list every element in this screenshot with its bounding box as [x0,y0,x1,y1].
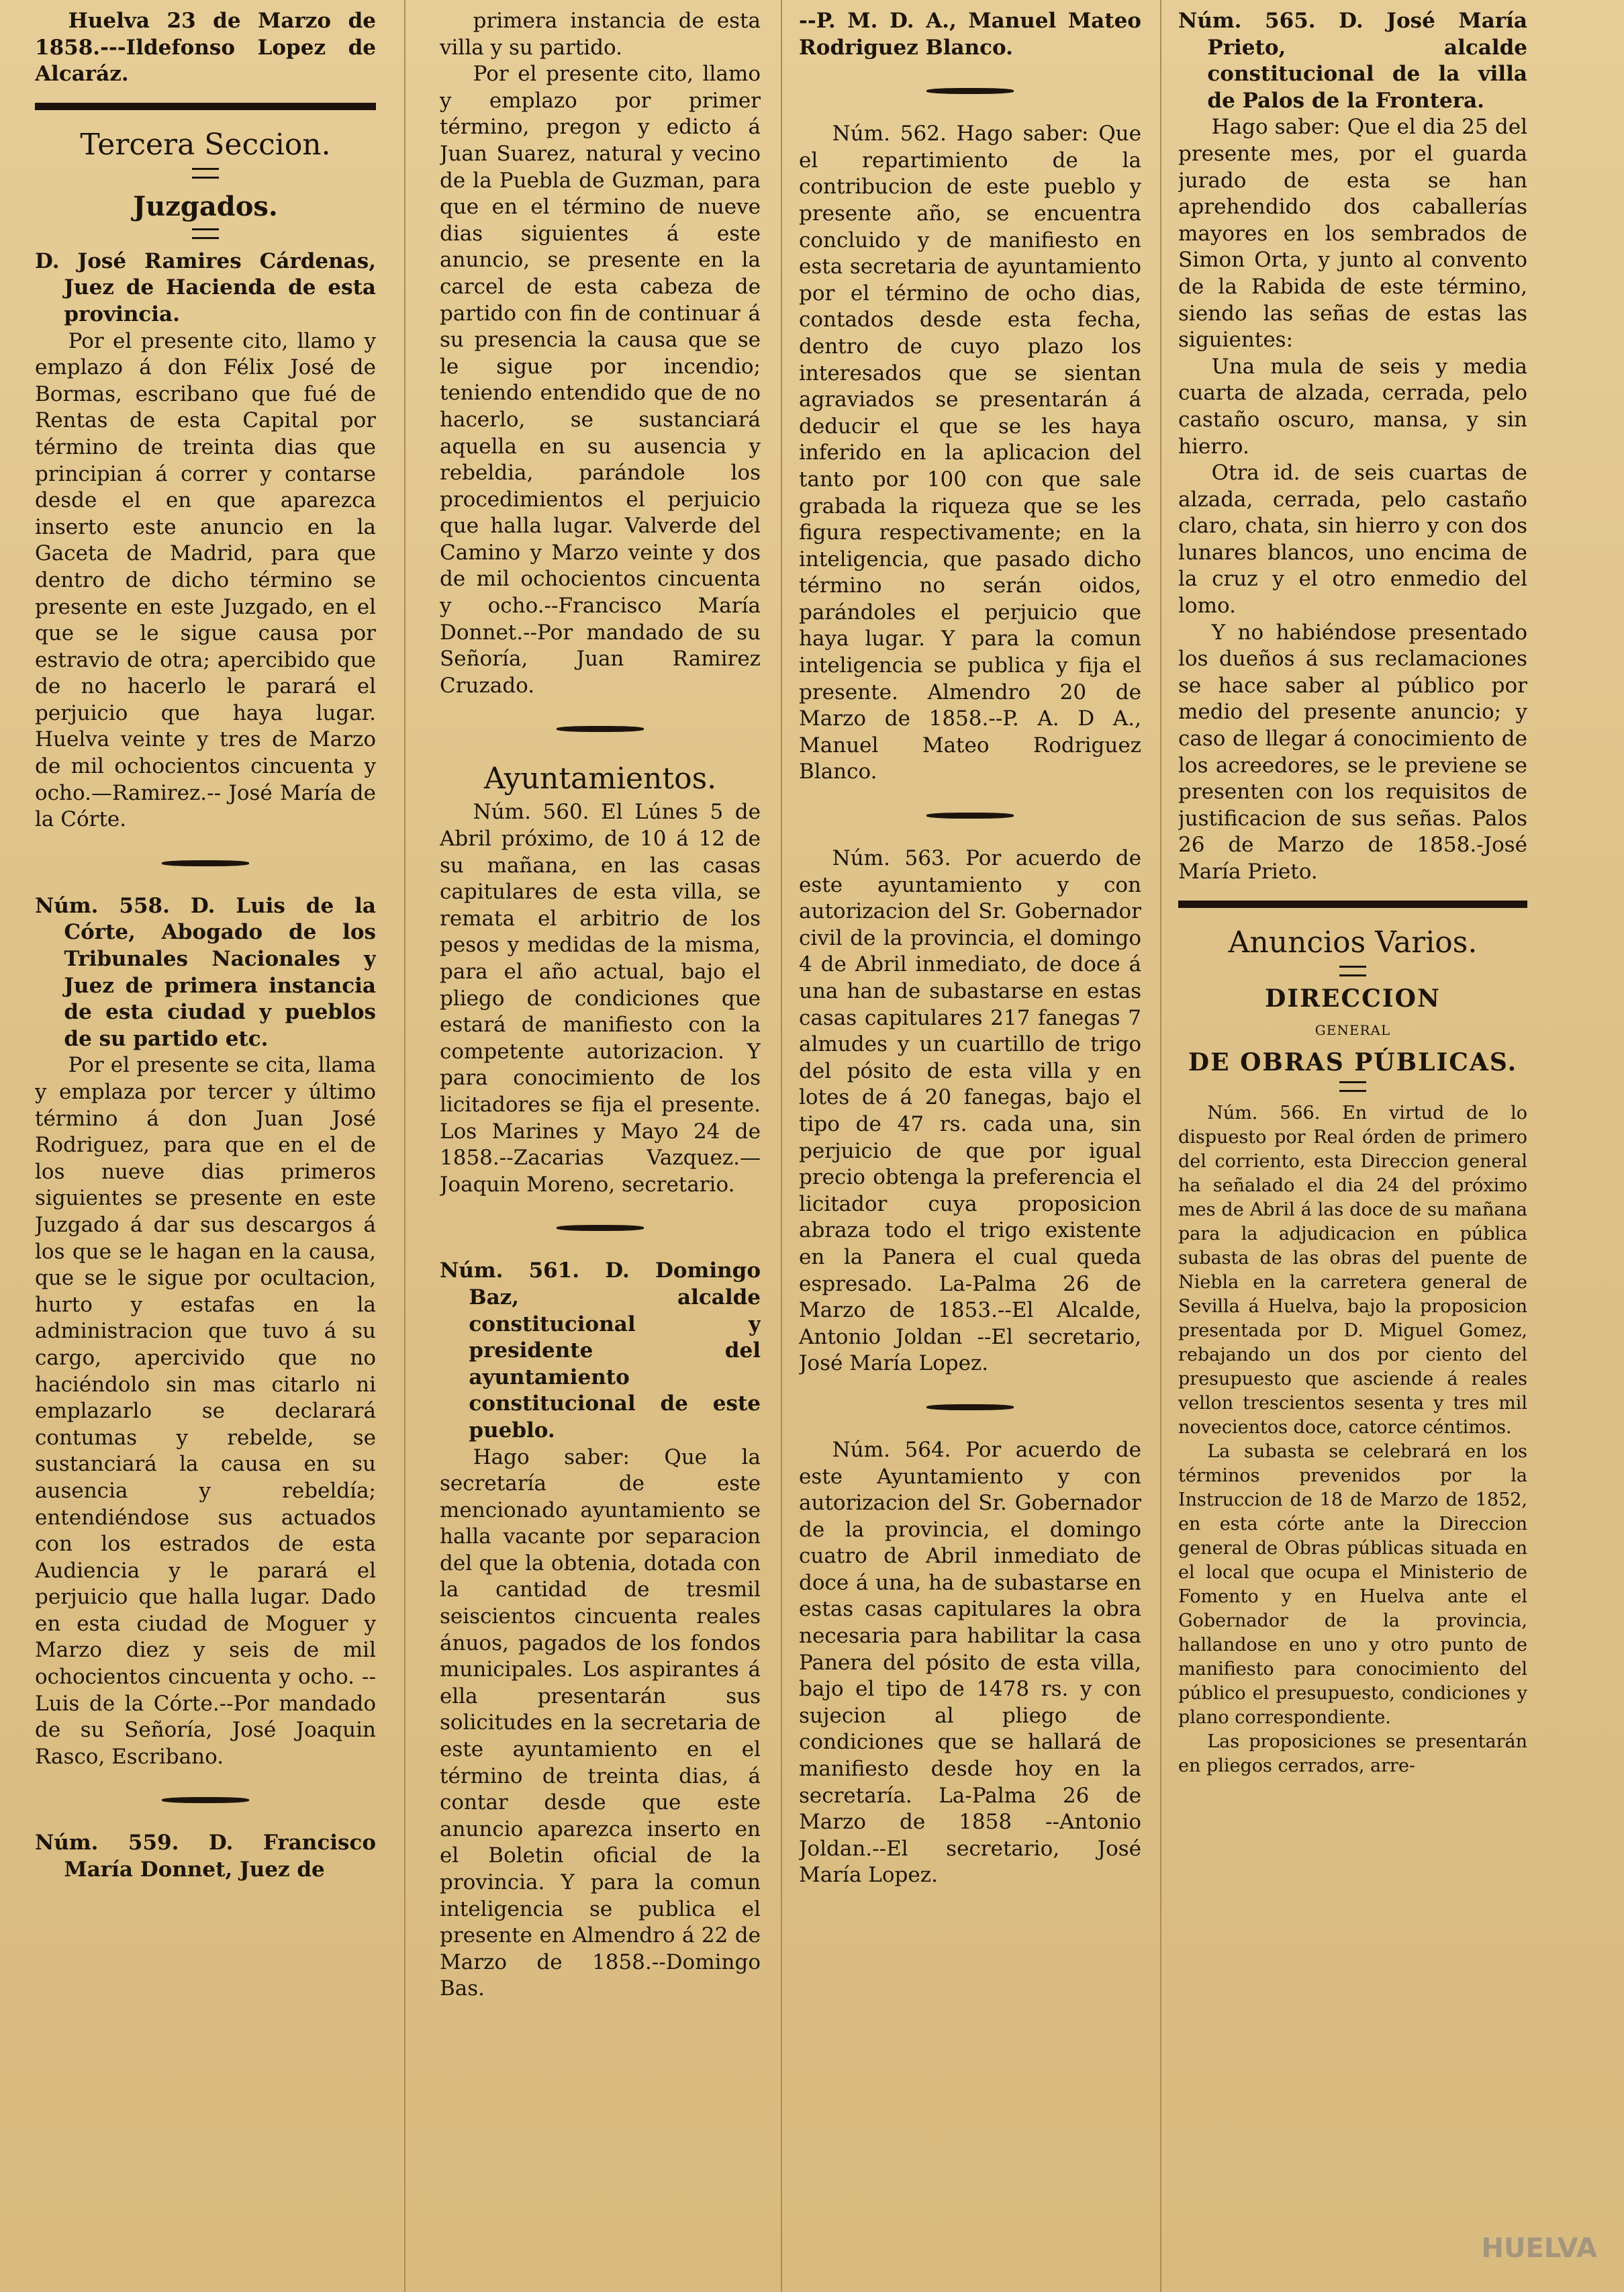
section-rule [35,103,376,110]
section-title: Tercera Seccion. [80,127,331,162]
ornament-divider [926,88,1014,94]
notice-heading: Núm. 559. D. Francisco María Donnet, Juez de [35,1831,376,1882]
notice-body: La subasta se celebrará en los términos prevenidos por la Instruccion de 18 de Marzo de 1852, en esta córte ante la Direccion general de Obras públicas situada en el local que ocupa el Ministerio de Fomento y en Huelva ante el Gobernador de la provincia, hallandose en uno y otro punto de manifiesto para conocimiento del público el presupuesto, condiciones y plano correspondiente. [1178,1441,1527,1729]
ornament-divider [162,860,249,866]
direction-title: DE OBRAS PÚBLICAS. [1188,1048,1518,1076]
column-2 [440,8,761,2285]
notice-heading: D. José Ramires Cárdenas, Juez de Hacienda de esta provincia. [35,248,376,326]
notice-body: Y no habiéndose presentado los dueños á sus reclamaciones se hace saber al público por medio del presente anuncio; y caso de llegar á conocimiento de los acreedores, se le previene se presenten con los requisitos de justificacion de sus señas. Palos 26 de Marzo de 1858.-José María Prieto. [1178,620,1527,884]
divider [192,228,219,239]
notice-body: Hago saber: Que la secretaría de este mencionado ayuntamiento se halla vacante por separacion del que la obtenia, dotada con la cantidad de tresmil seiscientos cincuenta reales ánuos, pagados de los fondos municipales. Los aspirantes á ella presentarán sus solicitudes en la secretaria de este ayuntamiento en el término de treinta dias, á contar desde que este anuncio aparezca inserto en el Boletin oficial de la provincia. Y para la comun inteligencia se publica el presente en Almendro á 22 de Marzo de 1858.--Domingo Bas. [440,1445,761,2001]
notice-heading: Núm. 558. D. Luis de la Córte, Abogado de los Tribunales Nacionales y Juez de primera instancia de esta ciudad y pueblos de su partido etc. [35,893,376,1051]
section-title: Anuncios Varios. [1228,925,1478,960]
divider [192,168,219,179]
ornament-divider [926,1404,1014,1410]
notice-body: Las proposiciones se presentarán en pliegos cerrados, arre- [1178,1731,1527,1777]
notice-body: Por el presente cito, llamo y emplazo á don Félix José de Bormas, escribano que fué de Rentas de esta Capital por término de treinta dias que principian á correr y contarse desde el en que aparezca inserto este anuncio en la Gaceta de Madrid, para que dentro de dicho término se presente en este Juzgado, en el que se le sigue causa por estravio de otra; apercibido que de no hacerlo le parará el perjuicio que haya lugar. Huelva veinte y tres de Marzo de mil ochocientos cincuenta y ocho.—Ramirez.-- José María de la Córte. [35,328,376,832]
ornament-divider [557,1225,644,1231]
ornament-divider [557,726,644,732]
notice-body: Núm. 564. Por acuerdo de este Ayuntamiento y con autorizacion del Sr. Gobernador de la provincia, el domingo cuatro de Abril inmediato de doce á una, ha de subastarse en estas casas capitulares la obra necesaria para habilitar la casa Panera del pósito de esta villa, bajo el tipo de 1478 rs. y con sujecion al pliego de condiciones que se hallará de manifiesto desde hoy en la secretaría. La-Palma 26 de Marzo de 1858 --Antonio Joldan.--El secretario, José María Lopez. [799,1437,1141,1888]
signature-line: Huelva 23 de Marzo de 1858.---Ildefonso Lopez de Alcaráz. [35,9,376,87]
section-rule [1178,901,1527,908]
notice-body: Por el presente cito, llamo y emplazo por primer término, pregon y edicto á Juan Suarez, natural y vecino de la Puebla de Guzman, para que en el término de nueve dias siguientes á este anuncio, se presente en la carcel de esta cabeza de partido con fin de continuar á su presencia la causa que se le sigue por incendio; teniendo entendido que de no hacerlo, se sustanciará aquella en su ausencia y rebeldia, parándole los procedimientos el perjuicio que halla lugar. Valverde del Camino y Marzo veinte y dos de mil ochocientos cincuenta y ocho.--Francisco María Donnet.--Por mandado de su Señoría, Juan Ramirez Cruzado. [440,62,761,698]
ornament-divider [162,1797,249,1803]
signature-line: --P. M. D. A., Manuel Mateo Rodriguez Blanco. [799,9,1141,60]
column-3 [799,8,1141,2285]
notice-heading: Núm. 561. D. Domingo Baz, alcalde constitucional y presidente del ayuntamiento constitucional de este pueblo. [440,1258,761,1442]
subsection-title: Juzgados. [133,190,278,222]
column-4 [1178,8,1527,2285]
divider [1339,1081,1366,1092]
notice-body: Núm. 566. En virtud de lo dispuesto por Real órden de primero del corriento, esta Direccion general ha señalado el dia 24 del próximo mes de Abril á las doce de su mañana para la adjudicacion en pública subasta de las obras del puente de Niebla en la carretera general de Sevilla á Huelva, bajo la proposicion presentada por D. Miguel Gomez, rebajando un dos por ciento del presupuesto que asciende á reales vellon trescientos sesenta y tres mil novecientos doce, catorce céntimos. [1178,1103,1527,1438]
column-separator [781,0,782,2292]
notice-continuation: primera instancia de esta villa y su partido. [440,9,761,60]
notice-body: Una mula de seis y media cuarta de alzada, cerrada, pelo castaño oscuro, mansa, y sin hierro. [1178,354,1527,459]
ornament-divider [926,813,1014,819]
archive-stamp: HUELVA [1481,2233,1597,2264]
notice-body: Núm. 563. Por acuerdo de este ayuntamiento y con autorizacion del Sr. Gobernador civil de la provincia, el domingo 4 de Abril inmediato, de doce á una han de subastarse en estas casas capitulares 217 fanegas 7 almudes y un cuartillo de trigo del pósito de esta villa y en lotes de á 20 fanegas, bajo el tipo de 47 rs. cada una, sin perjuicio de que por igual precio obtenga la preferencia el licitador cuya proposicion abraza todo el trigo existente en la Panera el cual queda espresado. La-Palma 26 de Marzo de 1853.--El Alcalde, Antonio Joldan --El secretario, José María Lopez. [799,846,1141,1376]
notice-body: Otra id. de seis cuartas de alzada, cerrada, pelo castaño claro, chata, sin hierro y con dos lunares blancos, uno encima de la cruz y el otro enmedio del lomo. [1178,461,1527,618]
section-title: Ayuntamientos. [483,762,717,796]
direction-subheading: GENERAL [1315,1022,1391,1039]
notice-heading: Núm. 565. D. José María Prieto, alcalde constitucional de la villa de Palos de la Frontera. [1178,9,1527,113]
column-separator [1160,0,1161,2292]
column-1 [35,8,376,2285]
column-separator [404,0,405,2292]
divider [1339,966,1366,976]
notice-body: Núm. 560. El Lúnes 5 de Abril próximo, de 10 á 12 de su mañana, en las casas capitulares de esta villa, se remata el arbitrio de los pesos y medidas de la misma, para el año actual, bajo el pliego de condiciones que estará de manifiesto con la competente autorizacion. Y para conocimiento de los licitadores se fija el presente. Los Marines y Mayo 24 de 1858.--Zacarias Vazquez.—Joaquin Moreno, secretario. [440,800,761,1197]
notice-body: Núm. 562. Hago saber: Que el repartimiento de la contribucion de este pueblo y presente año, se encuentra concluido y de manifiesto en esta secretaria de ayuntamiento por el término de ocho dias, contados desde esta fecha, dentro de cuyo plazo los interesados que se sientan agraviados se presentarán á deducir el que se les haya inferido en la aplicacion del tanto por 100 con que sale grabada la riqueza que se les figura respectivamente; en la inteligencia, que pasado dicho término no serán oidos, parándoles el perjuicio que haya lugar. Y para la comun inteligencia se publica y fija el presente. Almendro 20 de Marzo de 1858.--P. A. D A., Manuel Mateo Rodriguez Blanco. [799,122,1141,784]
notice-body: Por el presente se cita, llama y emplaza por tercer y último término á don Juan José Rodriguez, para que en el de los nueve dias primeros siguientes se presente en este Juzgado á dar sus descargos á los que se le hagan en la causa, que se le sigue por ocultacion, hurto y estafas en la administracion que tuvo á su cargo, apercivido que no haciéndolo sin mas citarlo ni emplazarlo se declarará contumas y rebelde, se sustanciará la causa en su ausencia y rebeldía; entendiéndose sus actuados con los estrados de esta Audiencia y le parará el perjuicio que halla lugar. Dado en esta ciudad de Moguer y Marzo diez y seis de mil ochocientos cincuenta y ocho. --Luis de la Córte.--Por mandado de su Señoría, José Joaquin Rasco, Escribano. [35,1053,376,1769]
notice-body: Hago saber: Que el dia 25 del presente mes, por el guarda jurado de esta se han aprehendido dos caballerías mayores en los sembrados de Simon Orta, y junto al convento de la Rabida de este término, siendo las señas de estas las siguientes: [1178,115,1527,353]
direction-heading: DIRECCION [1265,984,1441,1013]
